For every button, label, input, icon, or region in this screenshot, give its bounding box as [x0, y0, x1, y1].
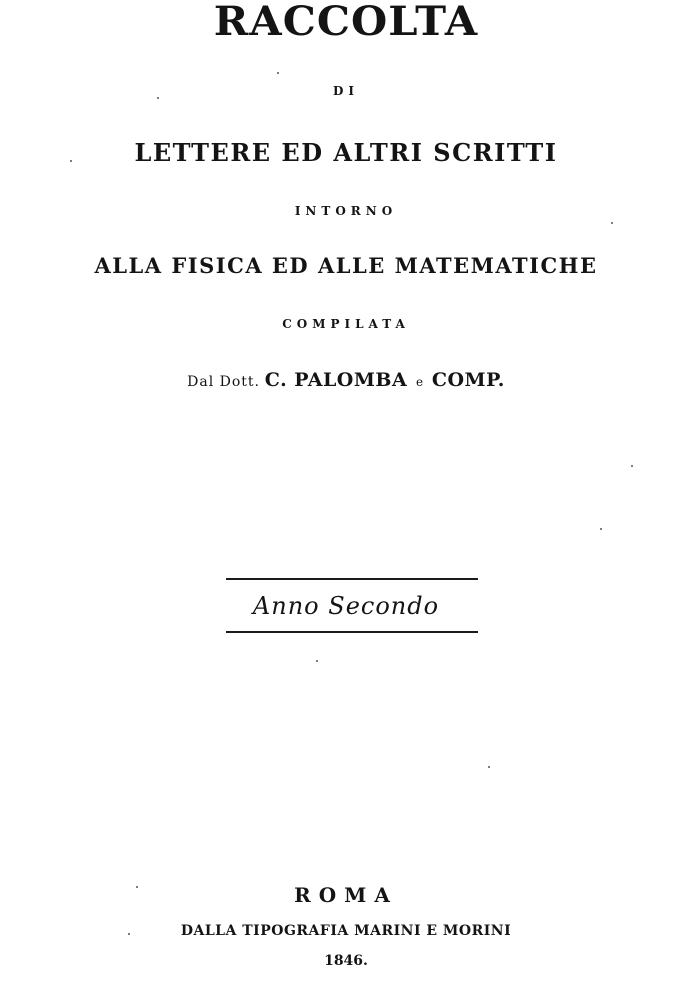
author-prefix: Dal Dott.: [187, 374, 260, 390]
paper-speck: [136, 886, 138, 888]
connector-di: DI: [332, 84, 360, 98]
author-line: [0, 368, 692, 394]
paper-speck: [277, 72, 279, 74]
volume-rule-top: [226, 578, 478, 580]
paper-speck: [611, 222, 613, 224]
author-name: C. PALOMBA: [264, 369, 408, 391]
author-conjunction: e: [415, 375, 424, 389]
subtitle-line-1: LETTERE ED ALTRI SCRITTI: [134, 138, 558, 167]
volume-rule-bottom: [226, 631, 478, 633]
paper-speck: [600, 528, 602, 530]
connector-compilata: COMPILATA: [282, 317, 410, 331]
paper-speck: [631, 465, 633, 467]
paper-speck: [488, 766, 490, 768]
imprint-city: ROMA: [294, 883, 398, 907]
paper-speck: [316, 660, 318, 662]
paper-speck: [70, 160, 72, 162]
imprint-year: 1846.: [324, 953, 368, 969]
paper-speck: [128, 933, 130, 935]
connector-intorno: INTORNO: [294, 204, 398, 218]
imprint-printer: DALLA TIPOGRAFIA MARINI E MORINI: [180, 923, 512, 939]
book-title: RACCOLTA: [213, 0, 479, 45]
volume-label: Anno Secondo: [252, 592, 440, 620]
subtitle-line-2: ALLA FISICA ED ALLE MATEMATICHE: [94, 253, 598, 278]
author-suffix: COMP.: [431, 369, 505, 391]
paper-speck: [157, 97, 159, 99]
